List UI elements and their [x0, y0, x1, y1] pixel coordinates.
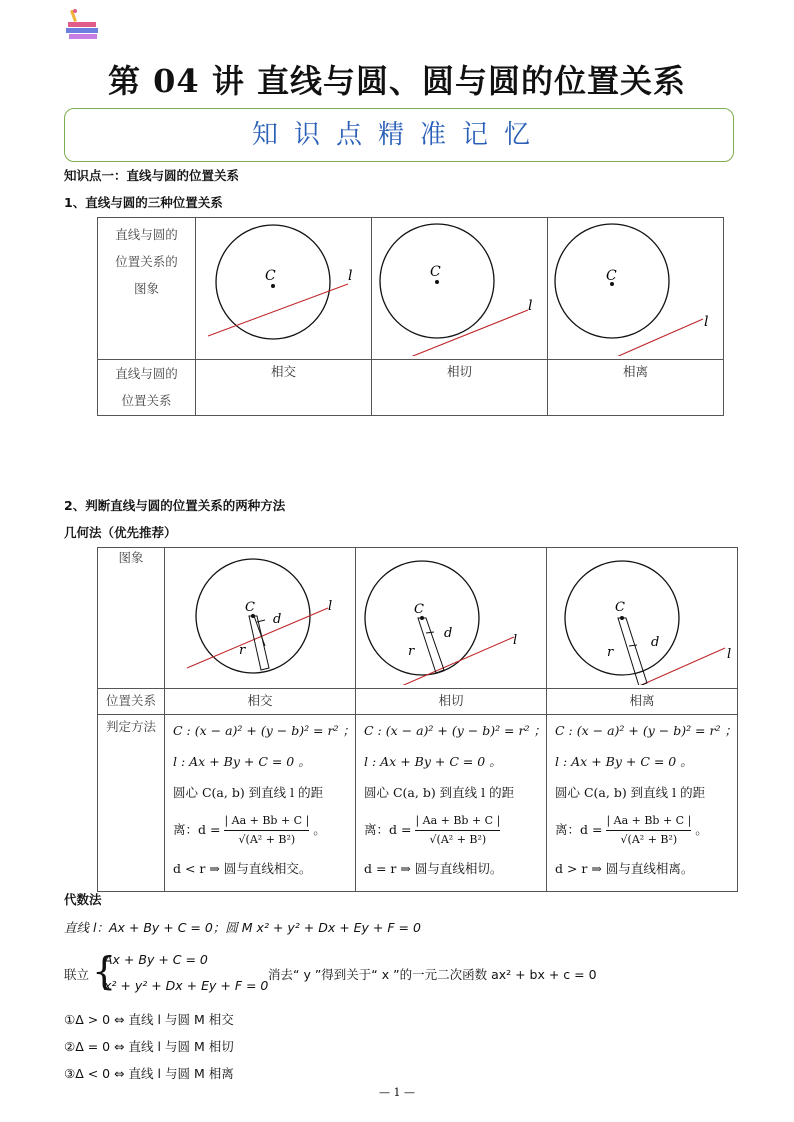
line-label: l — [513, 633, 518, 648]
books-logo-icon — [64, 8, 108, 42]
line-label: l — [528, 298, 533, 314]
circle-equation: C : (x − a)² + (y − b)² = r² ； — [555, 723, 737, 738]
section-banner — [64, 108, 734, 162]
graph-separate — [548, 218, 724, 360]
line-label: l — [727, 647, 732, 662]
center-label: C — [265, 268, 276, 284]
d-label: d — [444, 626, 453, 641]
system-prefix: 联立 — [64, 967, 90, 982]
center-distance-text: 圆心 C(a, b) 到直线 l 的距 — [364, 785, 515, 800]
distance-formula: 离：d = $\frac{| Aa + Bb + C |}{\text{√(A² + B²)}}$ 。 — [555, 814, 708, 846]
geometric-method-table — [97, 547, 738, 892]
case-2: ②Δ = 0 ⇔ 直线 l 与圆 M 相切 — [64, 1039, 234, 1054]
center-label: C — [606, 268, 617, 284]
r-label: r — [607, 645, 614, 660]
banner-text: 知识点精准记忆 — [251, 120, 546, 150]
conclusion-separate: d > r ⇒ 圆与直线相离。 — [555, 861, 694, 876]
center-label: C — [430, 264, 441, 280]
knowledge-point-heading: 知识点一：直线与圆的位置关系 — [64, 168, 240, 183]
system-eq2: x² + y² + Dx + Ey + F = 0 — [104, 978, 269, 993]
line-label: l — [328, 599, 333, 614]
brace-icon: { — [92, 949, 117, 993]
d-label: d — [651, 635, 660, 650]
distance-formula: 离：d = $\frac{| Aa + Bb + C |}{\text{√(A² + B²)}}$ — [364, 814, 501, 846]
geo-tangent — [356, 548, 547, 689]
center-distance-text: 圆心 C(a, b) 到直线 l 的距 — [173, 785, 324, 800]
r-label: r — [408, 644, 415, 659]
case-3: ③Δ < 0 ⇔ 直线 l 与圆 M 相离 — [64, 1066, 234, 1081]
row-label-graph: 直线与圆的位置关系的图象 — [98, 218, 196, 360]
geo-relation-intersect: 相交 — [247, 693, 273, 708]
tangent-line — [388, 310, 528, 356]
center-distance-text: 圆心 C(a, b) 到直线 l 的距 — [555, 785, 706, 800]
line-equation: l : Ax + By + C = 0 。 — [364, 754, 502, 769]
center-label: C — [414, 602, 424, 617]
circle-equation: C : (x − a)² + (y − b)² = r² ； — [364, 723, 546, 738]
geo-intersect-diagram — [165, 548, 355, 685]
case-1: ①Δ > 0 ⇔ 直线 l 与圆 M 相交 — [64, 1012, 234, 1027]
geo-relation-separate: 相离 — [629, 693, 655, 708]
relation-separate: 相离 — [622, 364, 648, 379]
geo-tangent-diagram — [356, 548, 546, 685]
relation-label: 位置关系 — [105, 693, 156, 708]
relation-intersect: 相交 — [270, 364, 296, 379]
conclusion-tangent: d = r ⇒ 圆与直线相切。 — [364, 861, 503, 876]
d-label: d — [273, 612, 282, 627]
system-suffix: 消去“ y ”得到关于“ x ”的一元二次函数 ax² + bx + c = 0 — [268, 967, 597, 982]
subsection-1-heading: 1、直线与圆的三种位置关系 — [64, 195, 223, 210]
system-eq1: Ax + By + C = 0 — [104, 952, 208, 967]
r-label: r — [239, 643, 246, 658]
method-label: 判定方法 — [105, 719, 156, 734]
distance-formula: 离：d = $\frac{| Aa + Bb + C |}{\text{√(A² + B²)}}$ 。 — [173, 814, 326, 846]
relation-tangent: 相切 — [446, 364, 472, 379]
geo-separate — [547, 548, 738, 689]
row-label-relation: 直线与圆的位置关系 — [98, 360, 196, 416]
method-tangent — [356, 715, 547, 892]
center-label: C — [615, 600, 625, 615]
separate-diagram — [548, 218, 723, 356]
center-label: C — [245, 600, 255, 615]
intersect-diagram — [196, 218, 371, 356]
geo-relation-tangent: 相切 — [438, 693, 464, 708]
geo-separate-diagram — [547, 548, 737, 685]
method-separate — [547, 715, 738, 892]
geometric-method-heading: 几何法（优先推荐） — [64, 525, 177, 540]
graph-tangent — [372, 218, 548, 360]
subsection-2-heading: 2、判断直线与圆的位置关系的两种方法 — [64, 498, 286, 513]
page-title: 第 04 讲 直线与圆、圆与圆的位置关系 — [108, 62, 686, 100]
line-label: l — [348, 268, 353, 284]
page-number: — 1 — — [379, 1086, 415, 1099]
graph-intersect — [196, 218, 372, 360]
method-intersect — [165, 715, 356, 892]
secant-line — [208, 284, 348, 336]
separate-line — [566, 319, 703, 356]
algebra-heading: 代数法 — [64, 892, 102, 907]
line-equation: l : Ax + By + C = 0 。 — [555, 754, 693, 769]
tangent-diagram — [372, 218, 547, 356]
circle-equation: C : (x − a)² + (y − b)² = r² ； — [173, 723, 355, 738]
geo-intersect — [165, 548, 356, 689]
image-label: 图象 — [118, 550, 144, 565]
line-equation: l : Ax + By + C = 0 。 — [173, 754, 311, 769]
line-label: l — [704, 314, 709, 330]
relation-table — [97, 217, 724, 416]
conclusion-intersect: d < r ⇒ 圆与直线相交。 — [173, 861, 312, 876]
line-circle-definition: 直线 l：Ax + By + C = 0；圆 M x² + y² + Dx + Ey + F = 0 — [64, 920, 421, 935]
